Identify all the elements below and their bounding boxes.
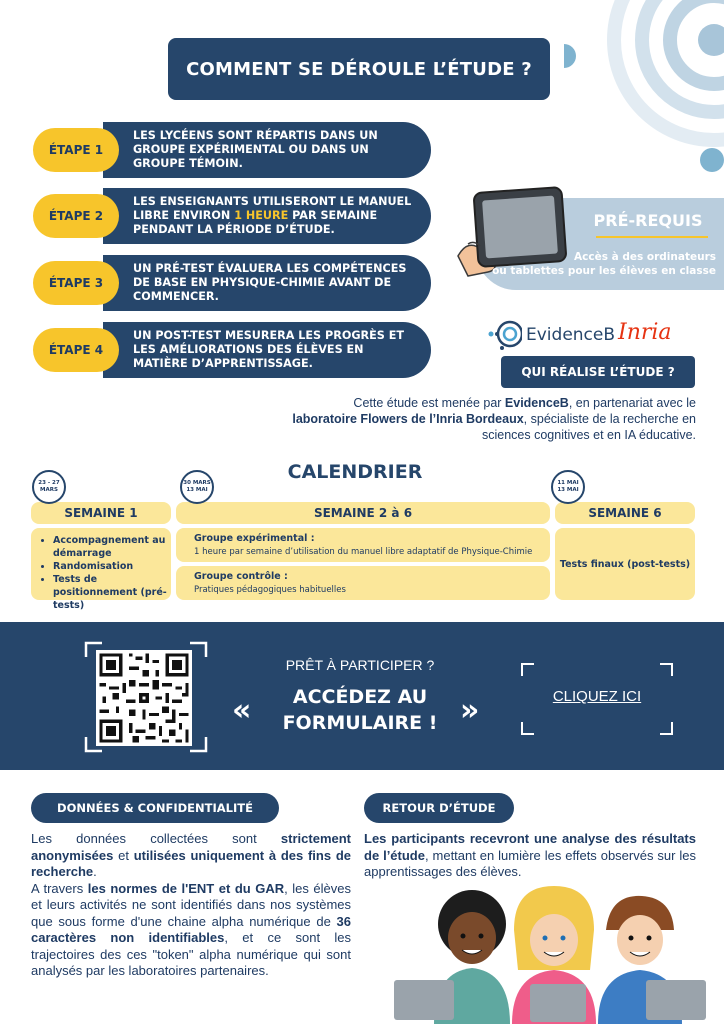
step-3 xyxy=(33,255,431,311)
step-label: ÉTAPE 1 xyxy=(33,128,119,172)
group-experimental: Groupe expérimental : 1 heure par semaine d’utilisation du manuel libre adaptatif de Physique-Chimie xyxy=(176,528,550,562)
step-label: ÉTAPE 4 xyxy=(33,328,119,372)
step-text: LES LYCÉENS SONT RÉPARTIS DANS UN GROUPE EXPÉRIMENTAL OU DANS UN GROUPE TÉMOIN. xyxy=(103,122,431,178)
step-2 xyxy=(33,188,431,244)
prereq-title: PRÉ-REQUIS xyxy=(593,211,703,230)
data-section-title: DONNÉES & CONFIDENTIALITÉ xyxy=(31,793,279,823)
list-item: • Accompagnement au démarrage xyxy=(53,534,171,560)
step-4 xyxy=(33,322,431,378)
step-label: ÉTAPE 3 xyxy=(33,261,119,305)
retour-text: Les participants recevront une analyse des résultats de l’étude, mettant en lumière les effets observés sur les apprentissages des élèves. xyxy=(364,831,696,879)
who-runs-study-label: QUI RÉALISE L’ÉTUDE ? xyxy=(501,356,695,388)
evidenceb-mark-icon xyxy=(488,320,522,350)
divider xyxy=(596,236,708,238)
group-control: Groupe contrôle : Pratiques pédagogiques habituelles xyxy=(176,566,550,600)
decorative-circles xyxy=(564,0,724,190)
chevrons-right-icon: » xyxy=(460,693,480,728)
retour-section-title: RETOUR D’ÉTUDE xyxy=(364,793,514,823)
evidenceb-logo: EvidenceB xyxy=(488,320,615,350)
week1-content xyxy=(31,528,171,611)
ready-text: PRÊT À PARTICIPER ? xyxy=(285,657,435,673)
highlight-duration: 1 HEURE xyxy=(234,209,289,222)
page-title: COMMENT SE DÉROULE L’ÉTUDE ? xyxy=(168,38,550,100)
week6-header: SEMAINE 6 xyxy=(555,502,695,524)
step-text: UN POST-TEST MESURERA LES PROGRÈS ET LES AMÉLIORATIONS DES ÉLÈVES EN MATIÈRE D’APPRENTISSAGE. xyxy=(103,322,431,378)
qr-code[interactable] xyxy=(96,650,192,746)
inria-logo: Inria xyxy=(618,320,672,345)
list-item: • Randomisation xyxy=(53,560,171,573)
date-badge-week2: 30 MARS 13 MAI xyxy=(180,470,214,504)
step-1 xyxy=(33,122,431,178)
step-text: UN PRÉ-TEST ÉVALUERA LES COMPÉTENCES DE BASE EN PHYSIQUE-CHIMIE AVANT DE COMMENCER. xyxy=(103,255,431,311)
step-text: LES ENSEIGNANTS UTILISERONT LE MANUEL LIBRE ENVIRON 1 HEURE PAR SEMAINE PENDANT LA PÉRIODE D’ÉTUDE. xyxy=(103,188,431,244)
data-privacy-text: Les données collectées sont strictement anonymisées et utilisées uniquement à des fins de recherche. A travers les normes de l'ENT et du GAR, les élèves et leurs activités ne sont identifiés dans nos systèmes que sous forme d'une chaine alpha numérique de 36 caractères non identifiables, et ce sont les trajectoires des ces "token" alpha numérique qui sont analysés par les laboratoires partenaires. xyxy=(31,831,351,978)
students-illustration xyxy=(390,880,724,1024)
week1-header: SEMAINE 1 xyxy=(31,502,171,524)
week2-header: SEMAINE 2 à 6 xyxy=(176,502,550,524)
chevrons-left-icon: « xyxy=(232,693,252,728)
date-badge-week6: 11 MAI 13 MAI xyxy=(551,470,585,504)
prereq-text: Accès à des ordinateurs ou tablettes pour les élèves en classe xyxy=(492,251,716,277)
partner-logos xyxy=(488,318,698,354)
date-badge-week1: 23 - 27 MARS xyxy=(32,470,66,504)
week6-content: Tests finaux (post-tests) xyxy=(555,528,695,600)
access-form-heading: ACCÉDEZ AU FORMULAIRE ! xyxy=(282,686,438,734)
list-item: • Tests de positionnement (pré-tests) xyxy=(53,573,171,612)
click-here-link[interactable]: CLIQUEZ ICI xyxy=(552,688,642,705)
step-label: ÉTAPE 2 xyxy=(33,194,119,238)
calendar-title: CALENDRIER xyxy=(287,461,423,483)
study-description: Cette étude est menée par EvidenceB, en partenariat avec le laboratoire Flowers de l’Inria Bordeaux, spécialiste de la recherche en sciences cognitives et en IA éducative. xyxy=(292,396,696,442)
